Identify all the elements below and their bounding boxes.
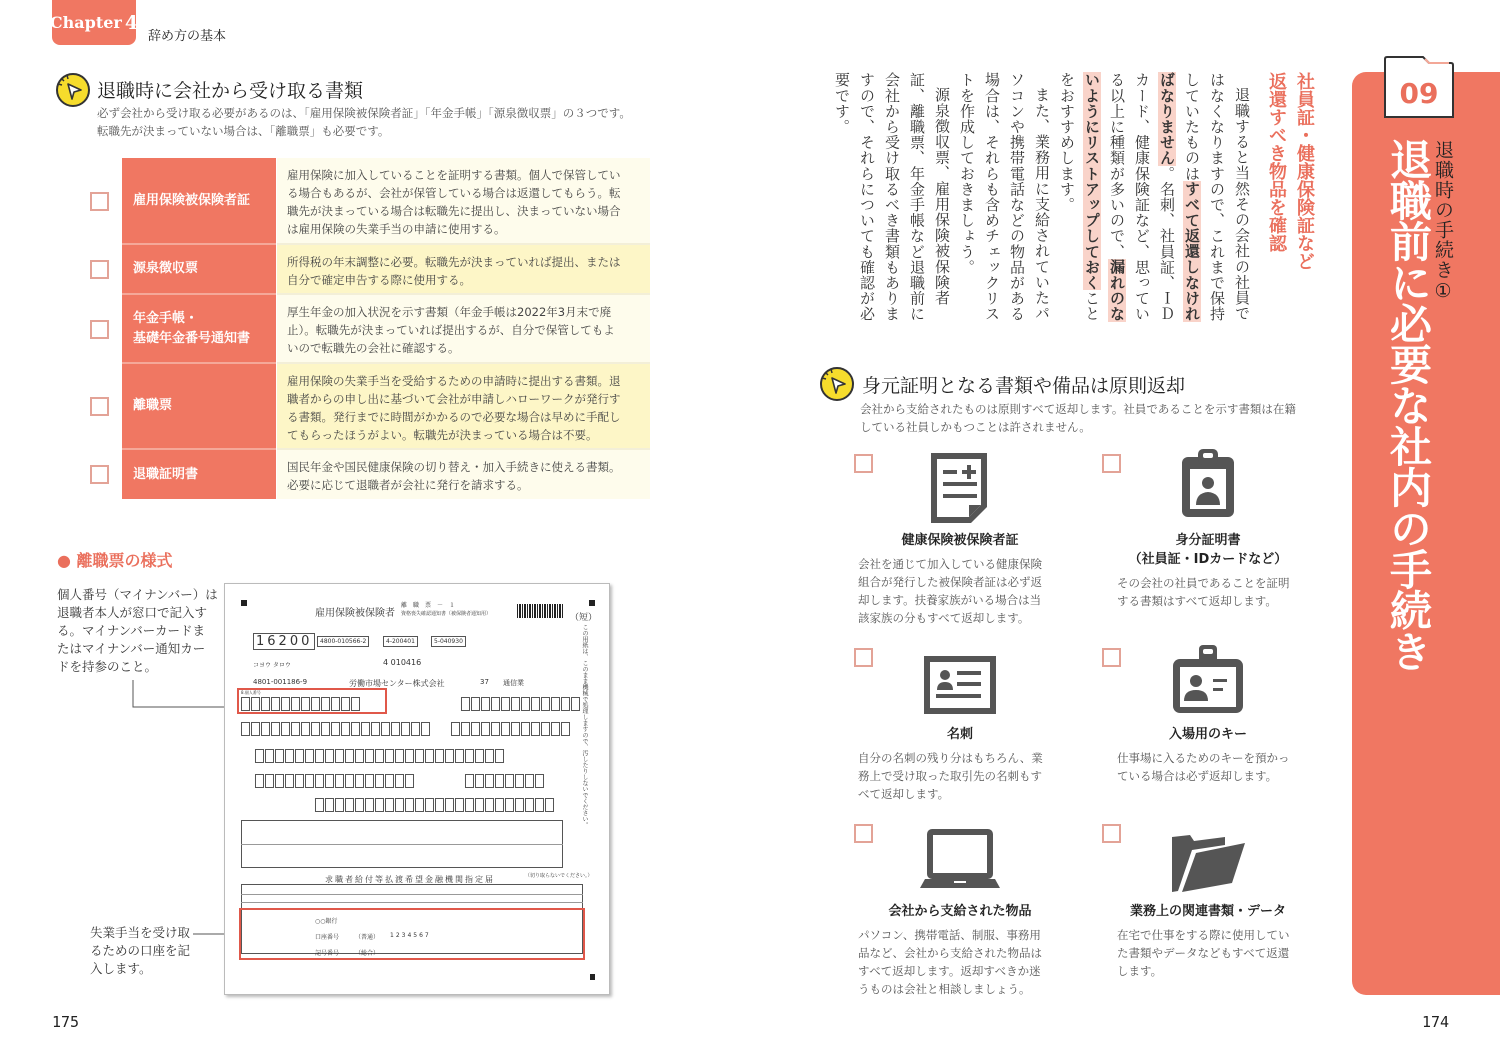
doc-label [122,158,276,245]
label-line: 退職証明書 [133,466,199,482]
form-office-no: 4801-001186-9 [253,678,308,686]
title-line: 身分証明書 [1175,533,1241,548]
item-desc [858,926,1073,998]
barcode [517,604,563,618]
label-line: 年金手帳・ [133,310,199,326]
form-no-cut: （切り取らないでください。） [525,873,593,879]
registration-mark [590,974,595,980]
desc-line: 国民年金や国民健康保険の切り替え・加入手続きに使える書類。 [287,460,621,474]
table-row [86,295,650,364]
desc-line: 自分の名刺の残り分はもちろん、業 [858,751,1043,765]
section3-title: 身元証明となる書類や備品は原則返却 [862,375,1186,397]
form-name-kana: コヨウ タロウ [253,662,291,669]
section3-lead [860,400,1296,436]
desc-line: 却します。扶養家族がいる場合は当 [858,593,1042,607]
note-line: たはマイナンバー通知カー [57,641,206,656]
desc-line: ている場合は必ず返却します。 [1117,769,1278,783]
section-number: 09 [1399,77,1439,110]
desc-line: 品など、会社から支給された物品は [858,946,1042,960]
form-industry-code: 37 [480,678,489,686]
desc-line: る場合もあるが、会社が保管している場合は返還してもらう。転 [287,186,621,200]
desc-line: 会社を通じて加入している健康保険 [858,557,1042,571]
chapter-tab [49,0,139,45]
item-desc [1117,749,1317,785]
doc-desc [277,450,650,499]
desc-line: 仕事場に入るためのキーを預かっ [1117,751,1290,765]
checkbox[interactable] [90,320,109,339]
note-line: 個人番号（マイナンバー）は [57,587,218,602]
desc-line: 職者からの申し出に基づいて会社が申請しハローワークが発行す [287,392,621,406]
lead-line: している社員しかもつことは許されません。 [860,420,1091,434]
form-account-label: 口座番号 [315,934,340,941]
separation-notice-form [224,583,610,995]
note-line: る。マイナンバーカードま [57,623,206,638]
highlight-text: すべて返還しなければなりません [1158,72,1201,322]
form-insured-no: 4800-010566-2 [317,636,369,647]
checkbox[interactable] [854,454,873,473]
doc-desc [277,245,650,295]
chapter-number: 4 [124,11,139,34]
desc-line: その会社の社員であることを証明 [1117,576,1290,590]
desc-line: すべて返却します。返却すべきか迷 [858,964,1041,978]
health-insurance-document-icon [929,451,991,525]
leader-lines [0,0,260,1000]
checkbox[interactable] [90,397,109,416]
desc-line: 雇用保険に加入していることを証明する書類。個人で保管してい [287,168,621,182]
form-title: 雇用保険被保険者 [315,608,395,619]
desc-line: 在宅で仕事をする際に使用してい [1117,928,1290,942]
item-title: 健康保険被保険者証 [901,533,1019,548]
form-account-type: （普通） [355,934,380,941]
registration-mark [589,600,595,606]
lead-line: 必ず会社から受け取る必要があるのは、「雇用保険被保険者証」「年金手帳」「源泉徴収票」の３つです。 [97,106,631,120]
checkbox[interactable] [90,192,109,211]
highlight-text: 漏れのないようにリストアップしておく [1083,72,1126,322]
desc-line: パソコン、携帯電話、制服、事務用 [858,928,1041,942]
form-bank: ○○銀行 [315,918,338,925]
column-paragraph: また、業務用に支給されていたパソコンや携帯電話などの物品がある場合は、それらも含めチェックリストを作成しておきましょう。 [958,72,1051,322]
bank-form-title: 求職者給付等払渡希望金融機関指定届 [325,875,495,884]
doc-label [122,295,276,364]
table-row [86,450,650,499]
mynumber-note [57,586,218,676]
form-mynumber-label: 8.個人番号 [241,690,261,695]
form-code: 16200 [253,633,315,650]
text: ことをおすすめします。 [1058,72,1101,322]
label-line: 離職票 [133,398,173,413]
chapter-label: Chapter [49,13,122,32]
doc-label [122,245,276,295]
item-title: 会社から支給された物品 [888,904,1032,919]
title-line: （社員証・IDカードなど） [1128,552,1288,567]
note-line: ドを持参のこと。 [57,659,158,674]
column-heading: 返還すべき物品を確認 [1266,72,1287,252]
form-doc-sub: 資格喪失確認通知書（被保険者通知用） [401,611,492,617]
form-side-text: この用紙は、このまま機械で処理しますので、汚したりしないでください。 [581,624,588,828]
section-title: 退職前に必要な社内の手続き [1384,138,1433,671]
form-date: 5-040930 [431,636,466,647]
business-card-icon [923,655,997,715]
form-symbol-label: 記号番号 [315,950,340,957]
folder-icon [1170,825,1246,893]
item-title [1108,531,1308,569]
desc-line: 職先が決まっている場合は転職先に提出し、決まっていない場合 [287,204,621,218]
text: 。名刺、社員証、ＩＤカード、健康保険証など、思っている以上に種類が多いので、 [1108,72,1176,322]
note-line: 退職者本人が窓口で記入す [57,605,208,620]
item-title: 入場用のキー [1168,727,1247,742]
pointer-icon [819,366,855,402]
form-industry: 通信業 [503,679,524,687]
label-line: 源泉徴収票 [133,261,199,276]
lead-line: 転職先が決まっていない場合は、「離職票」も必要です。 [97,124,390,138]
checkbox[interactable] [854,648,873,667]
desc-line: 組合が発行した被保険者証は必ず返 [858,575,1042,589]
column-paragraph: 源泉徴収票、雇用保険被保険者証、離職票、年金手帳など退職前に会社から受け取るべき書類もありますので、それらについても確認が必要です。 [833,72,951,322]
id-badge-icon [1180,447,1236,519]
column-paragraph [1054,72,1254,334]
desc-line: する書類はすべて返却します。 [1117,594,1277,608]
form-section-title: ● 離職票の様式 [57,551,173,570]
desc-line: 該家族の分もすべて返却します。 [858,611,1030,625]
pointer-icon [55,72,91,108]
bank-note [90,924,190,978]
table-row [86,364,650,450]
text: 退職すると当然その会社の社員ではなくなりますので、これまで保持していたものは [1183,72,1251,322]
checkbox[interactable] [1102,824,1121,843]
section1-lead [97,104,631,140]
doc-label [122,450,276,499]
label-line: 雇用保険被保険者証 [133,192,251,208]
form-account-no: 1234567 [390,932,431,939]
item-desc [1117,574,1317,610]
item-title: 名刺 [946,727,973,742]
note-line: 入します。 [90,961,152,976]
form-birth: 4 010416 [383,658,422,667]
checkbox[interactable] [90,260,109,279]
desc-line: た書類やデータなどもすべて返還 [1117,946,1290,960]
item-desc [1117,926,1317,980]
label-line: 基礎年金番号通知書 [133,330,251,346]
form-short: （短） [570,613,598,623]
note-line: るための口座を記 [90,943,191,958]
desc-line: 雇用保険の失業手当を受給するための申請時に提出する書類。退 [287,374,621,388]
desc-line: うものは会社と相談しましょう。 [858,982,1031,996]
column-heading: 社員証・健康保険証など [1294,72,1315,270]
form-company: 労働市場センター株式会社 [349,679,445,688]
checkbox[interactable] [1102,454,1121,473]
desc-line: 厚生年金の加入状況を示す書類（年金手帳は2022年3月末で廃 [287,305,612,319]
item-title: 業務上の関連書類・データ [1129,904,1286,919]
desc-line: します。 [1117,964,1163,978]
lead-line: 会社から支給されたものは原則すべて返却します。社員であることを示す書類は在籍 [860,402,1296,416]
vertical-column [829,72,1318,334]
table-row [86,158,650,245]
section1-title: 退職時に会社から受け取る書類 [97,80,364,102]
section-subtitle: 退職時の手続き① [1432,140,1454,303]
doc-label [122,364,276,450]
desc-line: てもらったほうがよい。転職先が決まっている場合は不要。 [287,428,598,442]
section-number-tab [1383,55,1455,119]
desc-line: る書類。発行までに時間がかかるので必要な場合は早めに手配し [287,410,621,424]
table-row [86,245,650,295]
note-line: 失業手当を受け取 [90,925,191,940]
desc-line: は雇用保険の失業手当の申請に使用する。 [287,222,506,236]
form-date: 4-200401 [383,636,418,647]
doc-desc [277,158,650,245]
doc-desc [277,295,650,364]
key-card-icon [1172,643,1244,715]
desc-line: 自分で確定申告する際に使用する。 [287,273,471,287]
page-number-left: 175 [52,1013,80,1031]
desc-line: べて返却します。 [858,787,950,801]
registration-mark [241,600,247,606]
checkbox[interactable] [1102,648,1121,667]
page-number-right: 174 [1422,1013,1450,1031]
form-doc-name: 離 職 票 － １ [401,602,456,609]
checkbox[interactable] [90,465,109,484]
chapter-name: 辞め方の基本 [148,29,227,44]
doc-desc [277,364,650,450]
item-desc [858,555,1073,627]
desc-line: 必要に応じて退職者が会社に発行を請求する。 [287,478,529,492]
desc-line: 止）。転職先が決まっていれば提出するが、自分で保管してもよ [287,323,615,337]
checkbox[interactable] [854,824,873,843]
laptop-icon [920,828,1000,888]
desc-line: 務上で受け取った取引先の名刺もす [858,769,1042,783]
desc-line: 所得税の年末調整に必要。転職先が決まっていれば提出、または [287,255,621,269]
desc-line: いので転職先の会社に確認する。 [287,341,460,355]
form-symbol-type: （総合） [355,950,380,957]
item-desc [858,749,1073,803]
